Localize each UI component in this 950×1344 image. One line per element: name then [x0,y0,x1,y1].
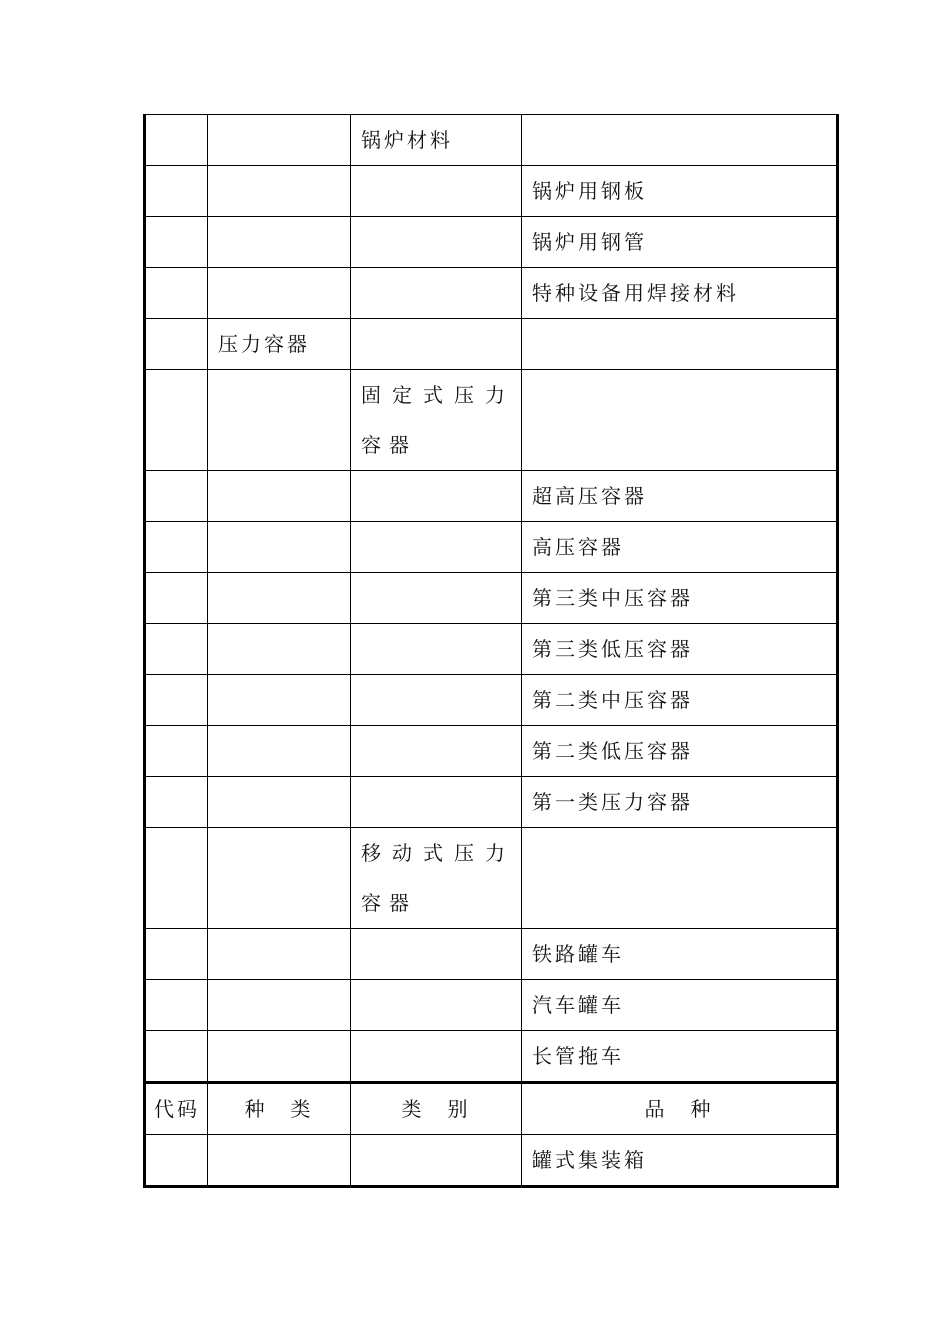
category-cell [351,268,522,319]
type-cell [208,624,351,675]
special-equipment-table [143,114,839,1188]
type-cell [208,980,351,1031]
variety-cell: 超高压容器 [522,471,838,522]
variety-cell: 第二类中压容器 [522,675,838,726]
table-row [145,217,838,268]
code-cell [145,370,208,471]
header-variety: 品 种 [522,1083,838,1135]
type-cell [208,217,351,268]
table-row [145,370,838,471]
code-cell [145,1135,208,1187]
category-cell [351,166,522,217]
code-cell [145,675,208,726]
header-category: 类 别 [351,1083,522,1135]
code-cell [145,217,208,268]
variety-cell [522,370,838,471]
variety-cell: 高压容器 [522,522,838,573]
table-row [145,828,838,929]
variety-cell: 铁路罐车 [522,929,838,980]
type-cell [208,268,351,319]
table-header-row [145,1083,838,1135]
category-cell [351,217,522,268]
code-cell [145,726,208,777]
type-cell [208,471,351,522]
category-label: 移动式压力容器 [361,841,513,915]
header-code: 代码 [145,1083,208,1135]
table-row [145,166,838,217]
code-cell [145,319,208,370]
variety-cell: 第三类低压容器 [522,624,838,675]
table-row [145,115,838,166]
variety-cell: 第三类中压容器 [522,573,838,624]
code-cell [145,980,208,1031]
table-row [145,522,838,573]
category-cell [351,980,522,1031]
type-cell [208,675,351,726]
code-cell [145,115,208,166]
type-cell [208,573,351,624]
header-type: 种 类 [208,1083,351,1135]
variety-cell: 锅炉用钢板 [522,166,838,217]
variety-cell [522,115,838,166]
variety-cell: 长管拖车 [522,1031,838,1083]
code-cell [145,1031,208,1083]
variety-cell [522,319,838,370]
table-row [145,777,838,828]
variety-cell: 汽车罐车 [522,980,838,1031]
category-cell: 锅炉材料 [351,115,522,166]
type-cell [208,522,351,573]
category-cell [351,319,522,370]
category-cell [351,1135,522,1187]
table-row [145,268,838,319]
type-cell [208,166,351,217]
type-cell [208,370,351,471]
variety-cell: 罐式集装箱 [522,1135,838,1187]
type-cell [208,115,351,166]
category-cell [351,828,522,929]
category-cell [351,370,522,471]
table-row [145,1135,838,1187]
category-cell [351,1031,522,1083]
code-cell [145,929,208,980]
code-cell [145,268,208,319]
category-cell [351,522,522,573]
category-cell [351,929,522,980]
variety-cell: 特种设备用焊接材料 [522,268,838,319]
table-row [145,675,838,726]
code-cell [145,624,208,675]
category-cell [351,624,522,675]
table-row [145,573,838,624]
code-cell [145,471,208,522]
table-row [145,471,838,522]
table-row [145,726,838,777]
code-cell [145,166,208,217]
type-cell: 压力容器 [208,319,351,370]
code-cell [145,777,208,828]
variety-cell: 第二类低压容器 [522,726,838,777]
category-cell [351,777,522,828]
variety-cell: 锅炉用钢管 [522,217,838,268]
table-row [145,319,838,370]
category-cell [351,675,522,726]
category-label: 固定式压力容器 [361,383,513,457]
table-row [145,624,838,675]
table-row [145,1031,838,1083]
code-cell [145,522,208,573]
code-cell [145,573,208,624]
type-cell [208,929,351,980]
category-cell [351,471,522,522]
type-cell [208,777,351,828]
type-cell [208,828,351,929]
code-cell [145,828,208,929]
variety-cell: 第一类压力容器 [522,777,838,828]
table-row [145,929,838,980]
variety-cell [522,828,838,929]
type-cell [208,1135,351,1187]
category-cell [351,573,522,624]
table-row [145,980,838,1031]
type-cell [208,726,351,777]
category-cell [351,726,522,777]
type-cell [208,1031,351,1083]
